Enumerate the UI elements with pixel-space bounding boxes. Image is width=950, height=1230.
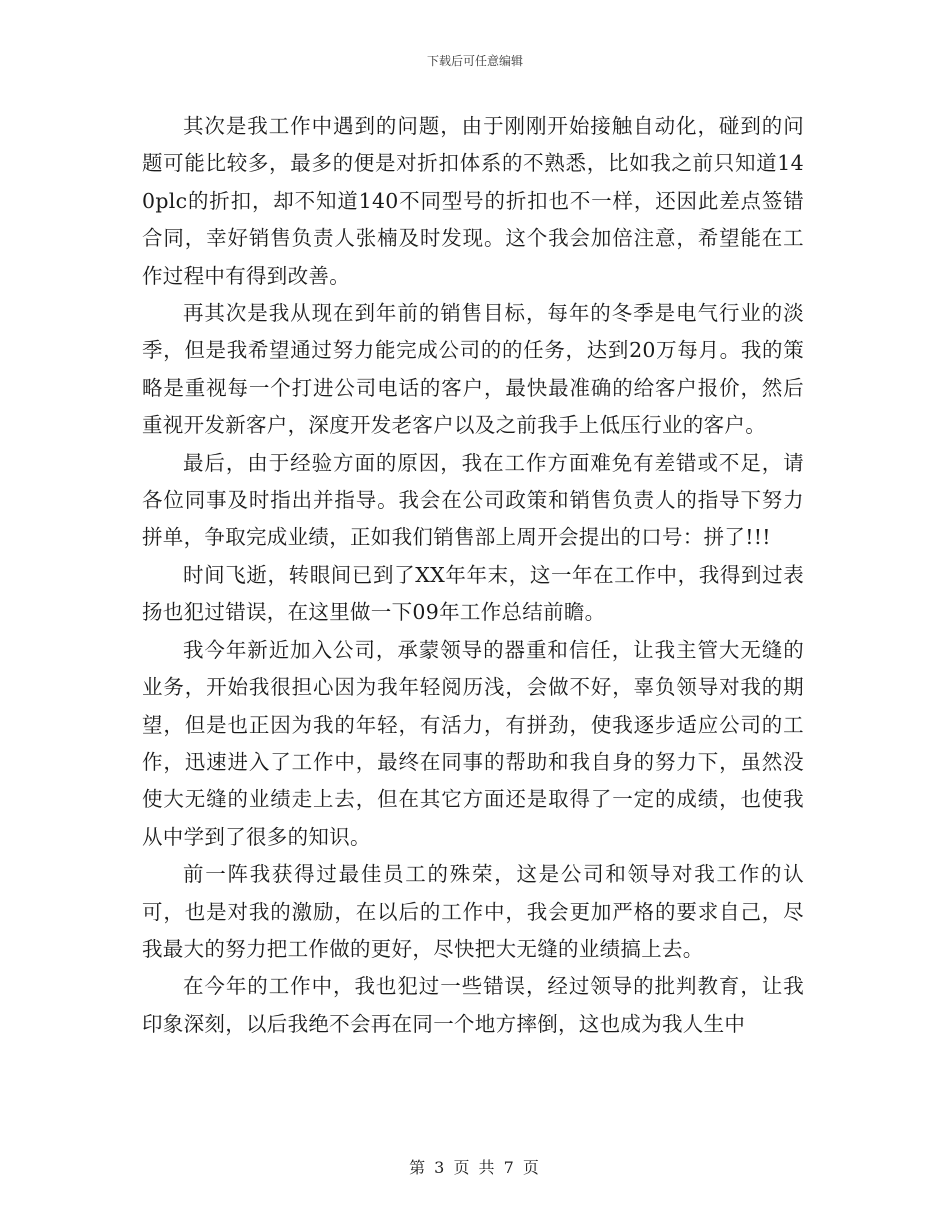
paragraph-sales-target: 再其次是我从现在到年前的销售目标，每年的冬季是电气行业的淡季，但是我希望通过努力能完成公司的的任务，达到20万每月。我的策略是重视每一个打进公司电话的客户，最快最准确的给客户报价，然后重视开发新客户，深度开发老客户以及之前我手上低压行业的客户。 [142,301,804,438]
paragraph-mistakes: 在今年的工作中，我也犯过一些错误，经过领导的批判教育，让我印象深刻，以后我绝不会再在同一个地方摔倒，这也成为我人生中 [142,974,804,1036]
paragraph-joined-company: 我今年新近加入公司，承蒙领导的器重和信任，让我主管大无缝的业务，开始我很担心因为我年轻阅历浅，会做不好，辜负领导对我的期望，但是也正因为我的年轻，有活力，有拼劲，使我逐步适应公司的工作，迅速进入了工作中，最终在同事的帮助和我自身的努力下，虽然没使大无缝的业绩走上去，但在其它方面还是取得了一定的成绩，也使我从中学到了很多的知识。 [142,637,804,849]
document-body [142,108,804,1043]
paragraph-best-employee: 前一阵我获得过最佳员工的殊荣，这是公司和领导对我工作的认可，也是对我的激励，在以后的工作中，我会更加严格的要求自己，尽我最大的努力把工作做的更好，尽快把大无缝的业绩搞上去。 [142,862,804,961]
paragraph-finally: 最后，由于经验方面的原因，我在工作方面难免有差错或不足，请各位同事及时指出并指导。我会在公司政策和销售负责人的指导下努力拼单，争取完成业绩，正如我们销售部上周开会提出的口号：拼了!!! [142,450,804,550]
paragraph-problems: 其次是我工作中遇到的问题，由于刚刚开始接触自动化，碰到的问题可能比较多，最多的便是对折扣体系的不熟悉，比如我之前只知道140plc的折扣，却不知道140不同型号的折扣也不一样，还因此差点签错合同，幸好销售负责人张楠及时发现。这个我会加倍注意，希望能在工作过程中有得到改善。 [142,114,804,288]
page-header: 下载后可任意编辑 [426,54,523,68]
paragraph-time-flies: 时间飞逝，转眼间已到了XX年年末，这一年在工作中，我得到过表扬也犯过错误，在这里做一下09年工作总结前瞻。 [142,562,804,625]
page-number-footer: 第 3 页 共 7 页 [409,1158,541,1177]
